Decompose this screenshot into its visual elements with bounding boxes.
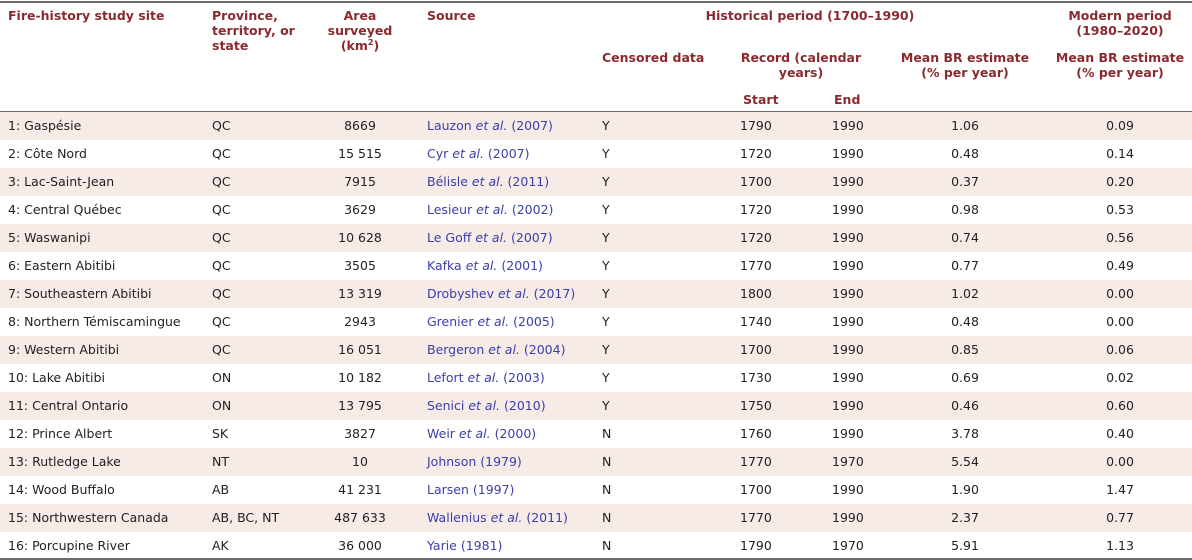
cell-prov: ON (212, 398, 232, 413)
table-row (0, 504, 1192, 532)
cell-end: 1970 (832, 454, 864, 469)
table-row (0, 448, 1192, 476)
cell-censored: Y (602, 258, 610, 273)
source-link[interactable]: Cyr et al. (2007) (427, 146, 530, 161)
cell-prov: AK (212, 538, 229, 553)
top-rule (0, 1, 1192, 3)
cell-censored: Y (602, 146, 610, 161)
cell-start: 1720 (740, 230, 772, 245)
header-area: Area surveyed $(km^2)$ (327, 8, 393, 53)
header-start: Start (743, 92, 779, 107)
cell-censored: Y (602, 314, 610, 329)
cell-br-hist: 0.85 (951, 342, 979, 357)
cell-br-mod: 1.47 (1106, 482, 1134, 497)
cell-end: 1990 (832, 258, 864, 273)
cell-prov: QC (212, 230, 231, 245)
cell-censored: Y (602, 286, 610, 301)
cell-prov: NT (212, 454, 229, 469)
cell-end: 1990 (832, 146, 864, 161)
cell-start: 1720 (740, 202, 772, 217)
cell-prov: QC (212, 342, 231, 357)
source-link[interactable]: Kafka et al. (2001) (427, 258, 543, 273)
source-link[interactable]: Bergeron et al. (2004) (427, 342, 566, 357)
cell-br-mod: 0.20 (1106, 174, 1134, 189)
cell-censored: Y (602, 398, 610, 413)
cell-br-hist: 3.78 (951, 426, 979, 441)
cell-area: 36 000 (338, 538, 382, 553)
header-province: Province, territory, or state (212, 8, 295, 53)
header-source: Source (427, 8, 476, 23)
cell-br-hist: 5.91 (951, 538, 979, 553)
cell-br-hist: 0.74 (951, 230, 979, 245)
header-mean-br-historical: Mean BR estimate (% per year) (900, 50, 1030, 80)
cell-start: 1750 (740, 398, 772, 413)
cell-br-hist: 0.48 (951, 314, 979, 329)
cell-end: 1990 (832, 426, 864, 441)
header-mean-br-modern: Mean BR estimate (% per year) (1055, 50, 1185, 80)
cell-br-mod: 0.77 (1106, 510, 1134, 525)
cell-prov: QC (212, 258, 231, 273)
cell-start: 1800 (740, 286, 772, 301)
cell-prov: QC (212, 202, 231, 217)
cell-end: 1990 (832, 202, 864, 217)
table-row (0, 420, 1192, 448)
cell-end: 1990 (832, 118, 864, 133)
cell-br-mod: 0.60 (1106, 398, 1134, 413)
table-row (0, 196, 1192, 224)
cell-start: 1700 (740, 482, 772, 497)
cell-br-mod: 0.02 (1106, 370, 1134, 385)
cell-site: 11: Central Ontario (8, 398, 129, 413)
cell-end: 1970 (832, 538, 864, 553)
cell-br-hist: 0.48 (951, 146, 979, 161)
table-row (0, 336, 1192, 364)
cell-start: 1790 (740, 118, 772, 133)
header-censored: Censored data (602, 50, 705, 65)
cell-br-hist: 0.46 (951, 398, 979, 413)
cell-prov: QC (212, 118, 231, 133)
cell-br-hist: 0.77 (951, 258, 979, 273)
cell-br-hist: 1.06 (951, 118, 979, 133)
source-link[interactable]: Grenier et al. (2005) (427, 314, 555, 329)
cell-prov: ON (212, 370, 232, 385)
cell-br-hist: 2.37 (951, 510, 979, 525)
cell-area: 41 231 (338, 482, 382, 497)
cell-area: 16 051 (338, 342, 382, 357)
cell-area: 10 628 (338, 230, 382, 245)
cell-br-mod: 0.53 (1106, 202, 1134, 217)
table-row (0, 224, 1192, 252)
cell-area: 13 795 (338, 398, 382, 413)
cell-start: 1770 (740, 258, 772, 273)
cell-area: 3629 (344, 202, 376, 217)
cell-br-mod: 1.13 (1106, 538, 1134, 553)
cell-site: 13: Rutledge Lake (8, 454, 121, 469)
cell-site: 8: Northern Témiscamingue (8, 314, 181, 329)
cell-area: 8669 (344, 118, 376, 133)
source-link[interactable]: Senici et al. (2010) (427, 398, 546, 413)
cell-site: 7: Southeastern Abitibi (8, 286, 152, 301)
cell-site: 1: Gaspésie (8, 118, 82, 133)
cell-censored: Y (602, 342, 610, 357)
header-historical-period: Historical period (1700–1990) (705, 8, 915, 23)
cell-area: 13 319 (338, 286, 382, 301)
source-link[interactable]: Lesieur et al. (2002) (427, 202, 554, 217)
cell-area: 7915 (344, 174, 376, 189)
table-row (0, 392, 1192, 420)
cell-area: 3827 (344, 426, 376, 441)
cell-end: 1990 (832, 482, 864, 497)
cell-br-hist: 5.54 (951, 454, 979, 469)
cell-end: 1990 (832, 174, 864, 189)
cell-censored: N (602, 482, 612, 497)
cell-br-mod: 0.09 (1106, 118, 1134, 133)
source-link[interactable]: Weir et al. (2000) (427, 426, 537, 441)
cell-censored: Y (602, 202, 610, 217)
cell-censored: N (602, 454, 612, 469)
header-modern-period: Modern period (1980–2020) (1068, 8, 1172, 38)
cell-censored: N (602, 426, 612, 441)
cell-prov: AB, BC, NT (212, 510, 280, 525)
cell-prov: QC (212, 174, 231, 189)
cell-start: 1700 (740, 174, 772, 189)
cell-br-hist: 0.69 (951, 370, 979, 385)
source-link[interactable]: Johnson (1979) (427, 454, 522, 469)
cell-prov: QC (212, 314, 231, 329)
cell-censored: Y (602, 230, 610, 245)
source-link[interactable]: Le Goff et al. (2007) (427, 230, 553, 245)
cell-br-mod: 0.00 (1106, 286, 1134, 301)
cell-br-hist: 0.37 (951, 174, 979, 189)
cell-site: 15: Northwestern Canada (8, 510, 169, 525)
source-link[interactable]: Yarie (1981) (427, 538, 503, 553)
source-link[interactable]: Wallenius et al. (2011) (427, 510, 568, 525)
cell-censored: Y (602, 174, 610, 189)
header-site: Fire-history study site (8, 8, 165, 23)
cell-site: 14: Wood Buffalo (8, 482, 115, 497)
table-row (0, 280, 1192, 308)
table-row (0, 476, 1192, 504)
cell-start: 1770 (740, 510, 772, 525)
cell-br-hist: 1.90 (951, 482, 979, 497)
cell-end: 1990 (832, 398, 864, 413)
cell-br-hist: 1.02 (951, 286, 979, 301)
table-row (0, 532, 1192, 560)
table-row (0, 168, 1192, 196)
source-link[interactable]: Lefort et al. (2003) (427, 370, 545, 385)
cell-area: 10 182 (338, 370, 382, 385)
cell-start: 1740 (740, 314, 772, 329)
cell-br-mod: 0.00 (1106, 314, 1134, 329)
cell-start: 1720 (740, 146, 772, 161)
cell-area: 2943 (344, 314, 376, 329)
cell-site: 6: Eastern Abitibi (8, 258, 116, 273)
cell-end: 1990 (832, 370, 864, 385)
source-link[interactable]: Drobyshev et al. (2017) (427, 286, 576, 301)
source-link[interactable]: Larsen (1997) (427, 482, 515, 497)
cell-area: 3505 (344, 258, 376, 273)
cell-site: 3: Lac-Saint-Jean (8, 174, 115, 189)
cell-br-hist: 0.98 (951, 202, 979, 217)
cell-end: 1990 (832, 286, 864, 301)
cell-start: 1760 (740, 426, 772, 441)
source-link[interactable]: Lauzon et al. (2007) (427, 118, 553, 133)
table-row (0, 252, 1192, 280)
cell-prov: AB (212, 482, 230, 497)
table-row (0, 364, 1192, 392)
cell-area: 15 515 (338, 146, 382, 161)
header-end: End (834, 92, 861, 107)
table-row (0, 140, 1192, 168)
cell-area: 487 633 (334, 510, 386, 525)
cell-end: 1990 (832, 314, 864, 329)
cell-end: 1990 (832, 510, 864, 525)
cell-prov: SK (212, 426, 229, 441)
cell-prov: QC (212, 286, 231, 301)
cell-prov: QC (212, 146, 231, 161)
cell-br-mod: 0.00 (1106, 454, 1134, 469)
cell-end: 1990 (832, 230, 864, 245)
cell-site: 9: Western Abitibi (8, 342, 120, 357)
cell-br-mod: 0.49 (1106, 258, 1134, 273)
cell-censored: N (602, 510, 612, 525)
cell-br-mod: 0.56 (1106, 230, 1134, 245)
table-row (0, 112, 1192, 140)
cell-censored: N (602, 538, 612, 553)
header-record: Record (calendar years) (740, 50, 862, 80)
cell-censored: Y (602, 370, 610, 385)
cell-site: 16: Porcupine River (8, 538, 130, 553)
cell-start: 1790 (740, 538, 772, 553)
cell-site: 12: Prince Albert (8, 426, 113, 441)
cell-site: 2: Côte Nord (8, 146, 87, 161)
cell-br-mod: 0.14 (1106, 146, 1134, 161)
cell-site: 10: Lake Abitibi (8, 370, 105, 385)
cell-area: 10 (352, 454, 368, 469)
source-link[interactable]: Bélisle et al. (2011) (427, 174, 550, 189)
cell-start: 1770 (740, 454, 772, 469)
cell-end: 1990 (832, 342, 864, 357)
cell-start: 1730 (740, 370, 772, 385)
cell-start: 1700 (740, 342, 772, 357)
cell-br-mod: 0.06 (1106, 342, 1134, 357)
cell-censored: Y (602, 118, 610, 133)
table-row (0, 308, 1192, 336)
cell-br-mod: 0.40 (1106, 426, 1134, 441)
cell-site: 4: Central Québec (8, 202, 122, 217)
cell-site: 5: Waswanipi (8, 230, 91, 245)
